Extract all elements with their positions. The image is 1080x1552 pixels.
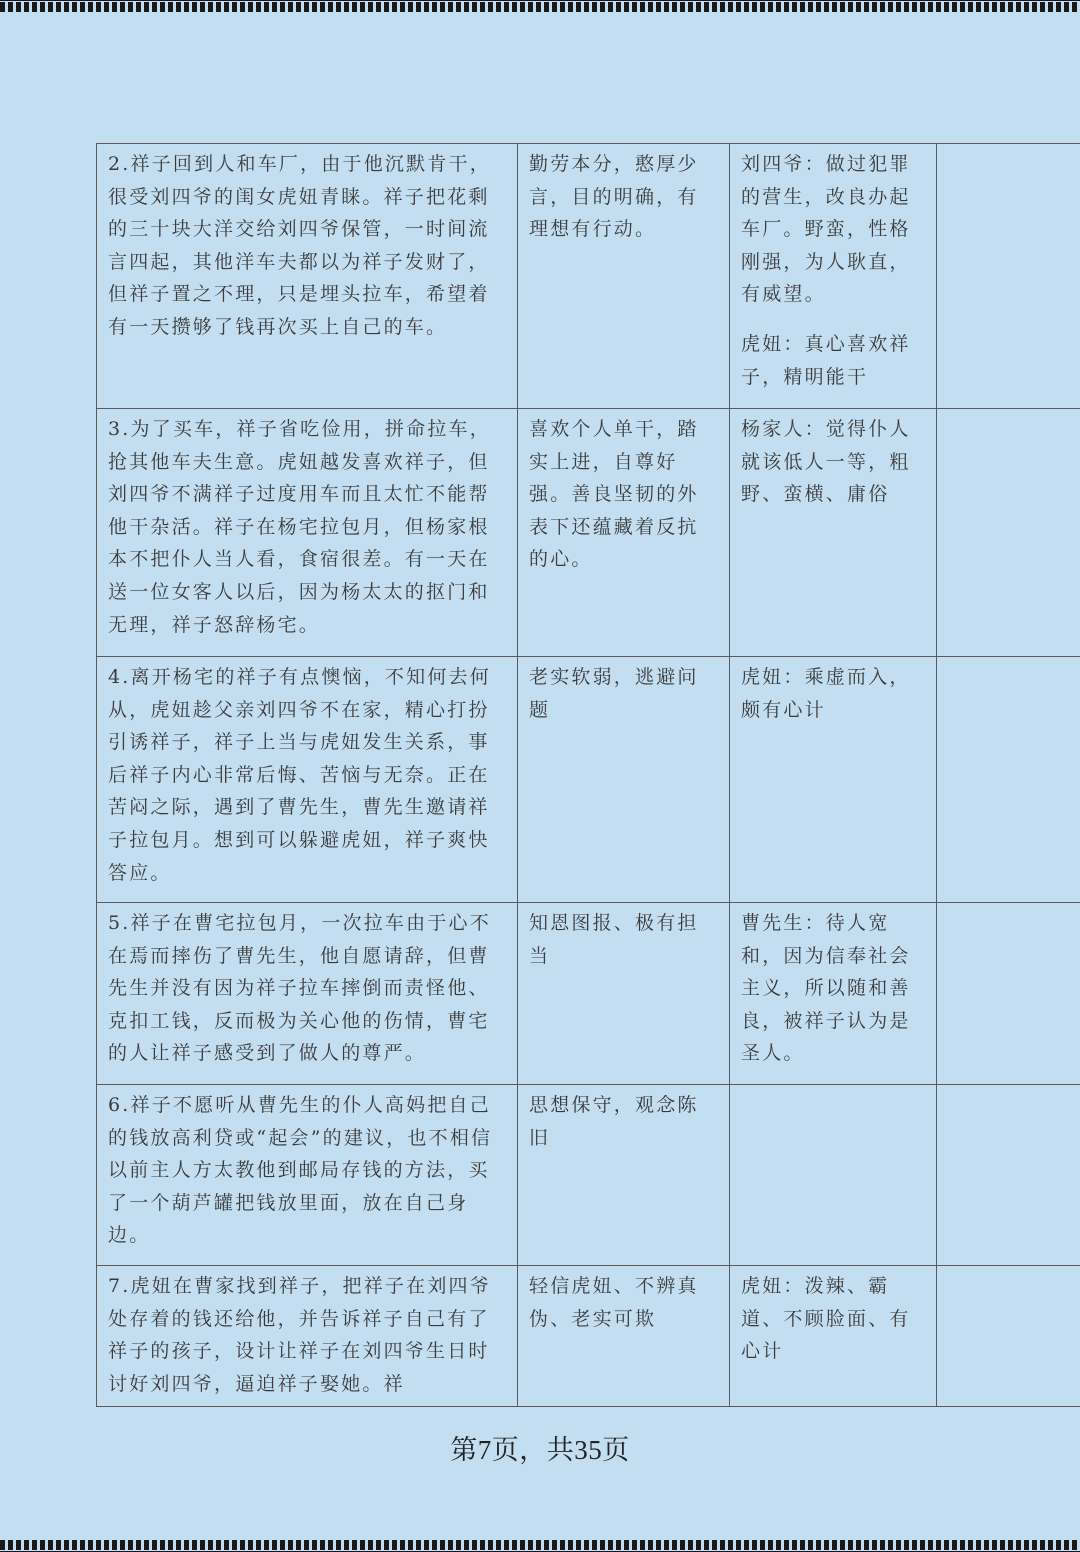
traits-cell [518, 1085, 730, 1266]
character-note: 刘四爷：做过犯罪的营生，改良办起车厂。野蛮，性格刚强，为人耿直，有威望。 [741, 153, 911, 306]
table-row [97, 1085, 1080, 1266]
traits-cell [518, 657, 730, 903]
plot-cell [97, 903, 518, 1085]
traits-text: 喜欢个人单干，踏实上进，自尊好强。善良坚韧的外表下还蕴藏着反抗的心。 [529, 418, 699, 571]
table-row [97, 657, 1080, 903]
traits-cell [518, 409, 730, 657]
plot-text: 3.为了买车，祥子省吃俭用，拼命拉车，抢其他车夫生意。虎妞越发喜欢祥子，但刘四爷不满祥子过度用车而且太忙不能帮他干杂活。祥子在杨宅拉包月，但杨家根本不把仆人当人看，食宿很差。有一天在送一位女客人以后，因为杨太太的抠门和无理，祥子怒辞杨宅。 [108, 418, 491, 636]
notes-cell [937, 1266, 1080, 1407]
table-row [97, 409, 1080, 657]
other-characters-cell [730, 1266, 937, 1407]
traits-text: 知恩图报、极有担当 [529, 912, 699, 967]
notes-cell [937, 903, 1080, 1085]
plot-text: 2.祥子回到人和车厂，由于他沉默肯干，很受刘四爷的闺女虎妞青睐。祥子把花剩的三十块大洋交给刘四爷保管，一时间流言四起，其他洋车夫都以为祥子发财了，但祥子置之不理，只是埋头拉车，希望着有一天攒够了钱再次买上自己的车。 [108, 153, 491, 338]
plot-text: 6.祥子不愿听从曹先生的仆人高妈把自己的钱放高利贷或“起会”的建议，也不相信以前主人方太教他到邮局存钱的方法，买了一个葫芦罐把钱放里面，放在自己身边。 [108, 1094, 493, 1247]
character-note: 虎妞：泼辣、霸道、不顾脸面、有心计 [741, 1275, 911, 1363]
top-border-line [0, 0, 1080, 1]
traits-text: 勤劳本分，憨厚少言，目的明确，有理想有行动。 [529, 153, 699, 241]
notes-cell [937, 657, 1080, 903]
notes-cell [937, 144, 1080, 409]
table-row [97, 144, 1080, 409]
top-dashed-border [0, 2, 1080, 12]
character-note: 杨家人：觉得仆人就该低人一等，粗野、蛮横、庸俗 [741, 418, 911, 506]
traits-text: 思想保守，观念陈旧 [529, 1094, 699, 1149]
plot-text: 4.离开杨宅的祥子有点懊恼，不知何去何从，虎妞趁父亲刘四爷不在家，精心打扮引诱祥子，祥子上当与虎妞发生关系，事后祥子内心非常后悔、苦恼与无奈。正在苦闷之际，遇到了曹先生，曹先生邀请祥子拉包月。想到可以躲避虎妞，祥子爽快答应。 [108, 666, 491, 884]
character-note: 曹先生：待人宽和，因为信奉社会主义，所以随和善良，被祥子认为是圣人。 [741, 912, 911, 1065]
plot-text: 5.祥子在曹宅拉包月，一次拉车由于心不在焉而摔伤了曹先生，他自愿请辞，但曹先生并没有因为祥子拉车摔倒而责怪他、克扣工钱，反而极为关心他的伤情，曹宅的人让祥子感受到了做人的尊严。 [108, 912, 491, 1065]
other-characters-cell [730, 657, 937, 903]
other-characters-cell [730, 144, 937, 409]
table-row [97, 1266, 1080, 1407]
traits-cell [518, 1266, 730, 1407]
page-number: 第7页，共35页 [450, 1435, 630, 1465]
plot-cell [97, 409, 518, 657]
character-note: 虎妞：乘虚而入，颇有心计 [741, 666, 911, 721]
bottom-dashed-border [0, 1540, 1080, 1550]
plot-cell [97, 1085, 518, 1266]
traits-text: 轻信虎妞、不辨真伪、老实可欺 [529, 1275, 699, 1330]
plot-cell [97, 144, 518, 409]
plot-character-table [96, 143, 1080, 1407]
traits-cell [518, 903, 730, 1085]
other-characters-cell [730, 903, 937, 1085]
other-characters-cell [730, 409, 937, 657]
other-characters-cell [730, 1085, 937, 1266]
plot-cell [97, 1266, 518, 1407]
notes-cell [937, 1085, 1080, 1266]
notes-cell [937, 409, 1080, 657]
traits-cell [518, 144, 730, 409]
table-row [97, 903, 1080, 1085]
plot-cell [97, 657, 518, 903]
plot-text: 7.虎妞在曹家找到祥子，把祥子在刘四爷处存着的钱还给他，并告诉祥子自己有了祥子的孩子，设计让祥子在刘四爷生日时讨好刘四爷，逼迫祥子娶她。祥 [108, 1275, 491, 1395]
traits-text: 老实软弱，逃避问题 [529, 666, 699, 721]
character-note: 虎妞：真心喜欢祥子，精明能干 [741, 332, 911, 388]
